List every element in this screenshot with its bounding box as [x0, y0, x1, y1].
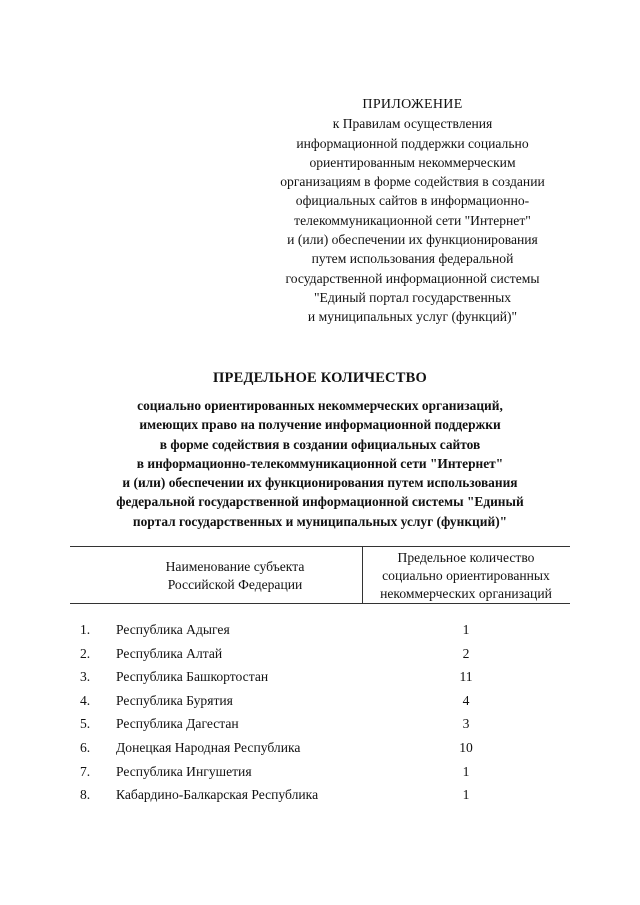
subject-name: Кабардино-Балкарская Республика — [116, 787, 319, 803]
subject-name: Республика Алтай — [116, 645, 223, 661]
subtitle-line: и (или) обеспечении их функционирования путем использования — [122, 475, 518, 491]
document-subtitle — [55, 396, 585, 531]
organization-count: 1 — [462, 763, 470, 779]
header-line: Российской Федерации — [167, 577, 303, 592]
row-number: 5. — [80, 716, 91, 732]
organization-count: 10 — [459, 739, 473, 755]
header-line: Предельное количество — [397, 550, 535, 565]
organization-count: 4 — [462, 692, 470, 708]
row-number: 4. — [80, 692, 91, 708]
organization-count: 1 — [462, 787, 470, 803]
subtitle-line: федеральной государственной информационной системы "Единый — [116, 494, 524, 510]
table-header-subject — [110, 558, 360, 594]
subject-name: Республика Ингушетия — [116, 763, 252, 779]
row-number: 2. — [80, 645, 91, 661]
subject-name: Донецкая Народная Республика — [116, 739, 301, 755]
appendix-block — [250, 95, 575, 327]
appendix-line: и муниципальных услуг (функций)" — [307, 309, 518, 325]
table-row — [80, 763, 570, 787]
table-row — [80, 668, 570, 692]
organization-count: 3 — [462, 716, 470, 732]
appendix-line: государственной информационной системы — [285, 270, 540, 286]
organization-count: 2 — [462, 645, 470, 661]
table-row — [80, 692, 570, 716]
appendix-line: путем использования федеральной — [311, 251, 514, 267]
table-top-rule — [70, 546, 570, 547]
table-body — [80, 621, 570, 810]
appendix-line: к Правилам осуществления — [332, 116, 493, 132]
appendix-line: информационной поддержки социально — [296, 135, 529, 151]
subtitle-line: в информационно-телекоммуникационной сети "Интернет" — [136, 455, 504, 471]
table-header-rule — [70, 603, 570, 604]
appendix-line: ориентированным некоммерческим — [309, 154, 516, 170]
document-title: ПРЕДЕЛЬНОЕ КОЛИЧЕСТВО — [213, 370, 427, 386]
subtitle-line: в форме содействия в создании официальных сайтов — [159, 436, 481, 452]
subject-name: Республика Бурятия — [116, 692, 233, 708]
row-number: 8. — [80, 787, 91, 803]
subtitle-line: портал государственных и муниципальных услуг (функций)" — [132, 513, 508, 529]
table-row — [80, 621, 570, 645]
appendix-title: ПРИЛОЖЕНИЕ — [362, 97, 463, 112]
appendix-line: организациям в форме содействия в создании — [280, 174, 545, 190]
organization-count: 1 — [462, 622, 470, 637]
table-row — [80, 715, 570, 739]
header-line: социально ориентированных — [382, 568, 550, 583]
header-line: некоммерческих организаций — [380, 586, 552, 601]
organization-count: 11 — [459, 669, 473, 685]
subject-name: Республика Дагестан — [116, 716, 239, 732]
row-number: 6. — [80, 739, 91, 755]
row-number: 1. — [80, 622, 91, 637]
subtitle-line: имеющих право на получение информационной поддержки — [139, 417, 501, 433]
subject-name: Республика Адыгея — [116, 622, 230, 637]
row-number: 3. — [80, 669, 91, 685]
row-number: 7. — [80, 763, 91, 779]
appendix-line: "Единый портал государственных — [314, 289, 511, 305]
table-row — [80, 645, 570, 669]
header-line: Наименование субъекта — [165, 559, 305, 574]
appendix-line: телекоммуникационной сети "Интернет" — [294, 212, 531, 228]
appendix-line: официальных сайтов в информационно- — [295, 193, 530, 209]
table-header-count — [362, 549, 570, 603]
subtitle-line: социально ориентированных некоммерческих организаций, — [137, 398, 503, 413]
subject-name: Республика Башкортостан — [116, 669, 269, 685]
appendix-line: и (или) обеспечении их функционирования — [287, 232, 538, 248]
table-row — [80, 739, 570, 763]
table-row — [80, 786, 570, 810]
